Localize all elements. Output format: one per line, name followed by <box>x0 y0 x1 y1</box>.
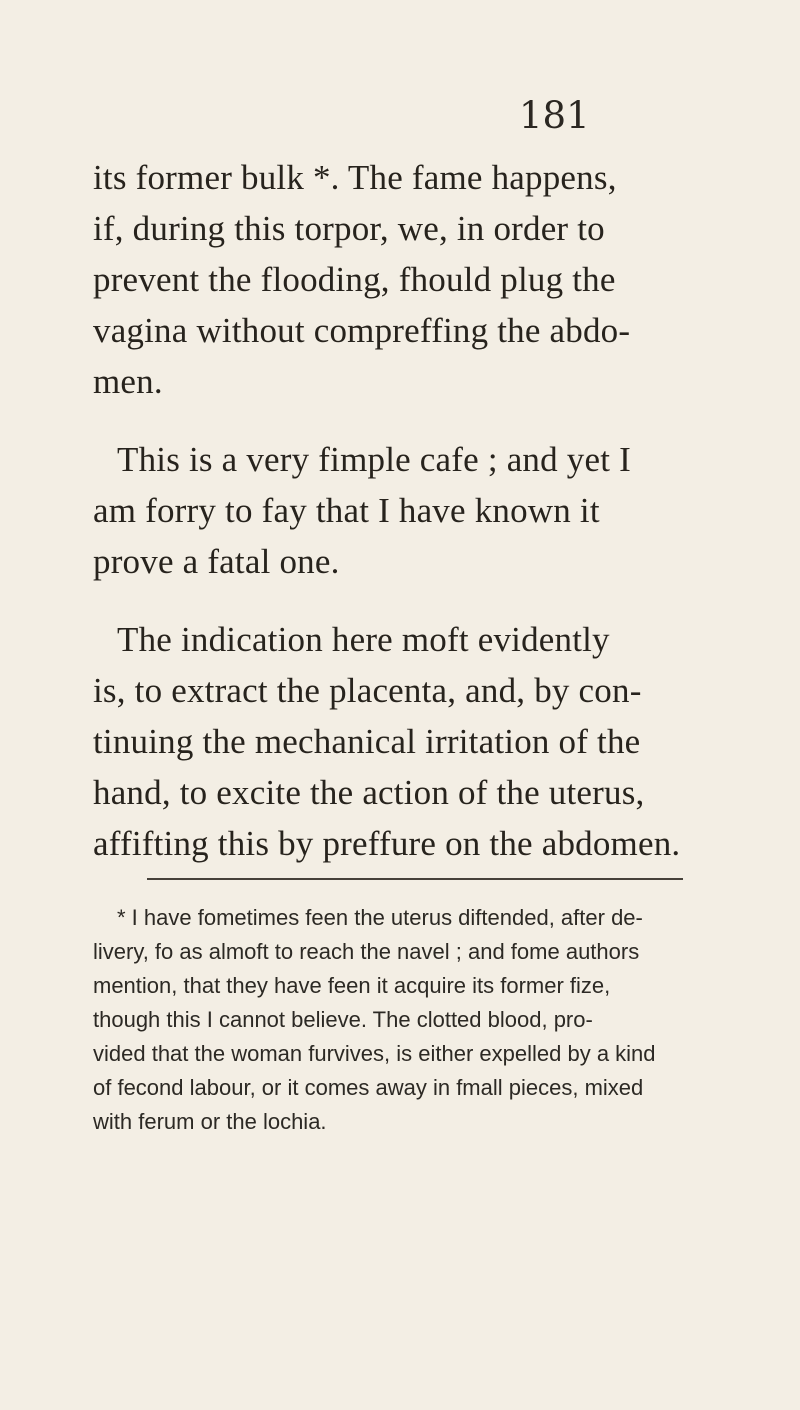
footnote-line: of fecond labour, or it comes away in fmall pieces, mixed <box>93 1075 644 1100</box>
body-line: prove a fatal one. <box>93 542 340 581</box>
body-line: its former bulk *. The fame happens, <box>93 158 617 197</box>
footnote-line: though this I cannot believe. The clotted blood, pro- <box>93 1007 593 1032</box>
footnote-line: vided that the woman furvives, is either expelled by a kind <box>93 1041 656 1066</box>
body-line: vagina without compreffing the abdo- <box>93 311 631 350</box>
body-line: This is a very fimple cafe ; and yet I <box>117 440 631 479</box>
body-line: if, during this torpor, we, in order to <box>93 209 605 248</box>
footnote-divider <box>147 878 683 880</box>
body-line: is, to extract the placenta, and, by con- <box>93 671 642 710</box>
footnote-line: livery, fo as almoft to reach the navel ; and fome authors <box>93 939 640 964</box>
footnote-line: with ferum or the lochia. <box>93 1109 327 1134</box>
body-line: The indication here moft evidently <box>117 620 610 659</box>
body-line: am forry to fay that I have known it <box>93 491 600 530</box>
body-line: hand, to excite the action of the uterus, <box>93 773 645 812</box>
footnote-line: mention, that they have feen it acquire its former fize, <box>93 973 611 998</box>
body-line: men. <box>93 362 163 401</box>
body-line: affifting this by preffure on the abdomen. <box>93 824 681 863</box>
page-number: 181 <box>519 94 590 137</box>
footnote-line: * I have fometimes feen the uterus diftended, after de- <box>117 905 643 930</box>
body-line: tinuing the mechanical irritation of the <box>93 722 641 761</box>
body-line: prevent the flooding, fhould plug the <box>93 260 616 299</box>
